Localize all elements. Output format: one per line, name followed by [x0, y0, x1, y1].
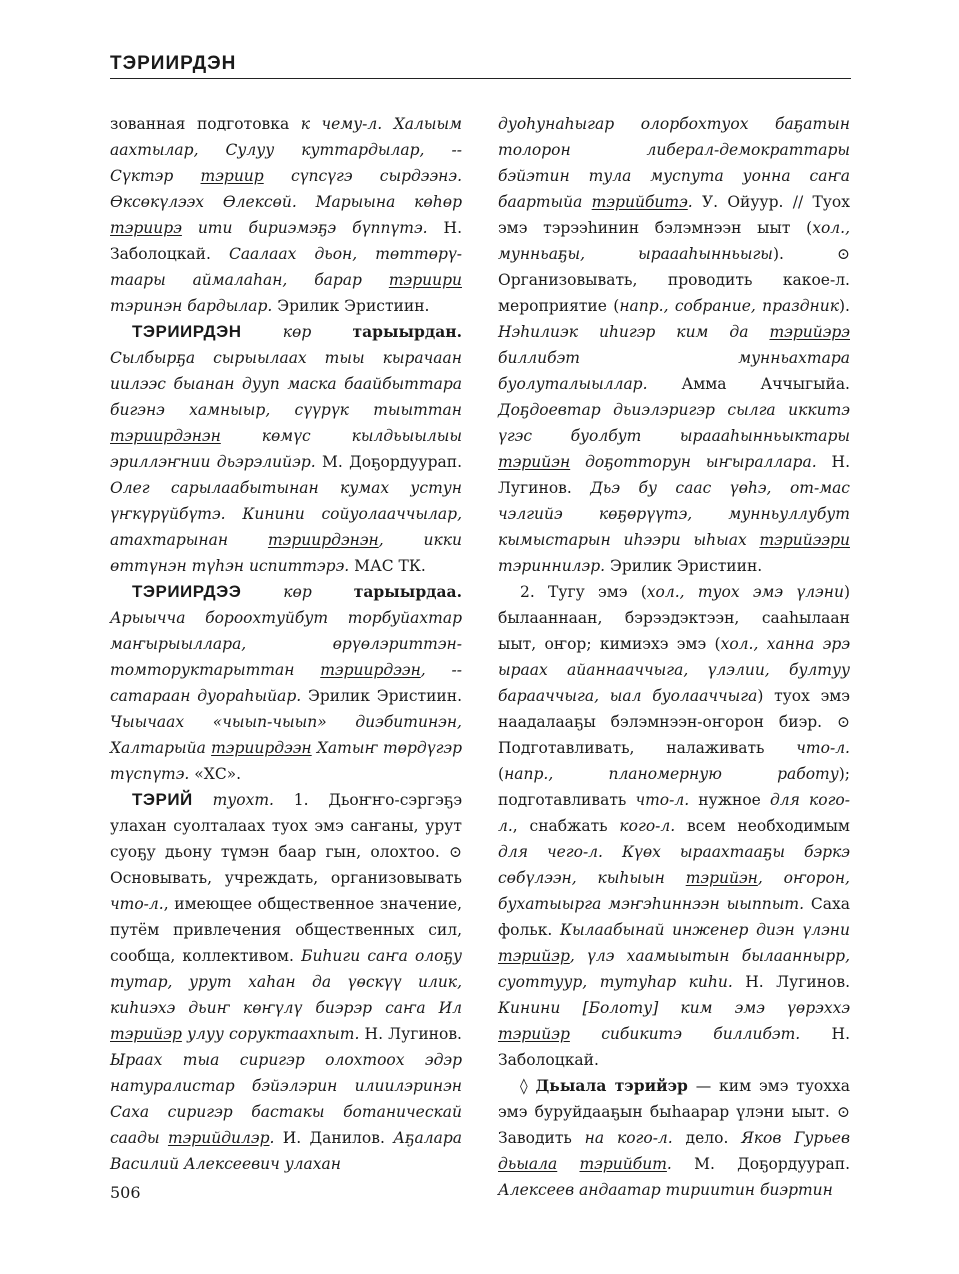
dictionary-paragraph: дуоһунаһыгар олорбохтуох баҕатын толорон либерал-демократтары бэйэтин тула муспута уонна саҥа баартыйа тэрийбитэ. У. Ойуур. // Туох эмэ тэрээһинин бэлэмнээн ыыт (хол., мунньаҕы, ыраааһынньыгы). ⊙ Организовывать, проводить какое-л. мероприятие (напр., собрание, праздник). Нэһилиэк иһигэр ким да тэрийэрэ биллибэт мунньахтара буолуталыыллар. Амма Аччыгыйа. Доҕдоевтар дьиэлэригэр сылга иккитэ үгэс буолбут ыраааһынньыктары тэрийэн доҕотторун ыҥыраллара. Н. Лугинов. Дьэ бу саас үөһэ, от-мас чэлгийэ көҕөрүүтэ, мунньуллубут кымыстарын иһээри ыһыах тэрийээри тэриннилэр. Эрилик Эристиин.	[498, 115, 851, 575]
entry-headword: ТЭРИИРДЭН	[132, 322, 242, 341]
entry-headword: ТЭРИИРДЭЭ	[132, 582, 242, 601]
left-column	[110, 111, 462, 1177]
dictionary-paragraph: зованная подготовка к чему-л. Халыым аахтылар, Сулуу куттардылар, -- Сүктэр тэриир сүпсүгэ сырдээнэ. Өксөкүлээх Өлексөй. Марыына көһөр тэриирэ ити бириэмэҕэ бүппүтэ. Н. Заболоцкай. Саалаах дьон, төттөрү-таары аймалаһан, барар тэриири тэринэн бардылар. Эрилик Эристиин.	[110, 115, 462, 315]
running-head: ТЭРИИРДЭН	[110, 53, 237, 74]
entry-headword: ТЭРИЙ	[132, 790, 193, 809]
dictionary-paragraph: ТЭРИИРДЭЭ көр тарыырдаа. Арыычча бороохтуйбут торбуйахтар маҥырыыллара, өрүөлэриттэн-томторуктарыттан тэриирдээн, -- сатараан дуораһыйар. Эрилик Эристиин. Чыычаах «чыып-чыып» диэбитинэн, Халтарыйа тэриирдээн Хатыҥ төрдүгэр түспүтэ. «ХС».	[110, 582, 463, 783]
right-column	[498, 111, 850, 1203]
dictionary-paragraph: ТЭРИЙ туохт. 1. Дьоҥҥо-сэргэҕэ улахан суолталаах туох эмэ саҥаны, урут суоҕу дьону түмэн баар гын, олохтоо. ⊙ Основывать, учреждать, организовывать что-л., имеющее общественное значение, путём привлечения общественных сил, сообща, коллективом. Биһиги саҥа олоҕу тутар, урут хаһан да үөскүү илик, киһиэхэ дьиҥ көҥүлү биэрэр саҥа Ил тэрийэр улуу соруктаахпыт. Н. Лугинов. Ыраах тыа сиригэр олохтоох эдэр натуралистар бэйэлэрин илиилэринэн Саха сиригэр бастакы ботаническай саады тэрийдилэр. И. Данилов. Аҕалара Василий Алексеевич улахан	[110, 790, 462, 1173]
header-rule	[110, 78, 851, 79]
dictionary-paragraph: ТЭРИИРДЭН көр тарыырдан. Сылбырҕа сырыылаах тыы кырачаан иилээс быанан дууп маска баайбыттара бигэнэ хамныыр, сүүрүк тыыттан тэриирдэнэн көмүс кылдьыылыы эриллэҥнии дьэрэлийэр. М. Доҕордуурап. Олег сарылаабытынан кумах устун үҥкүрүйбүтэ. Кинини сойуолааччылар, атахтарынан тэриирдэнэн, икки өттүнэн түһэн испиттэрэ. МАС ТК.	[110, 322, 462, 575]
dictionary-paragraph: ◊ Дьыала тэрийэр — ким эмэ туохха эмэ буруйдааҕын быһаарар үлэни ыыт. ⊙ Заводить на кого-л. дело. Яков Гурьев дьыала тэрийбит. М. Доҕордуурап. Алексеев андаатар тириитин биэртин	[498, 1076, 850, 1199]
page-number: 506	[110, 1183, 141, 1202]
dictionary-paragraph: 2. Тугу эмэ (хол., туох эмэ үлэни) былааннаан, бэрээдэктээн, сааһылаан ыыт, оҥор; кимиэхэ эмэ (хол., ханна эрэ ыраах айаннааччыга, үлэлии, бултуу барааччыга, ыал буолааччыга) туох эмэ наадалааҕы бэлэмнээн-оҥорон биэр. ⊙ Подготавливать, налаживать что-л. (напр., планомерную работу); подготавливать что-л. нужное для кого-л., снабжать кого-л. всем необходимым для чего-л. Күөх ыраахтааҕы бэркэ сөбүлээн, кыһыын тэрийэн, оҥорон, бухатыырга мэҥэһиннээн ыыппыт. Саха фольк. Кылаабынай инженер диэн үлэни тэрийэр, үлэ хаамыытын былааннырр, суоттуур, тутуһар киһи. Н. Лугинов. Кинини [Болоту] ким эмэ үөрэххэ тэрийэр сибикитэ биллибэт. Н. Заболоцкай.	[498, 583, 851, 1069]
